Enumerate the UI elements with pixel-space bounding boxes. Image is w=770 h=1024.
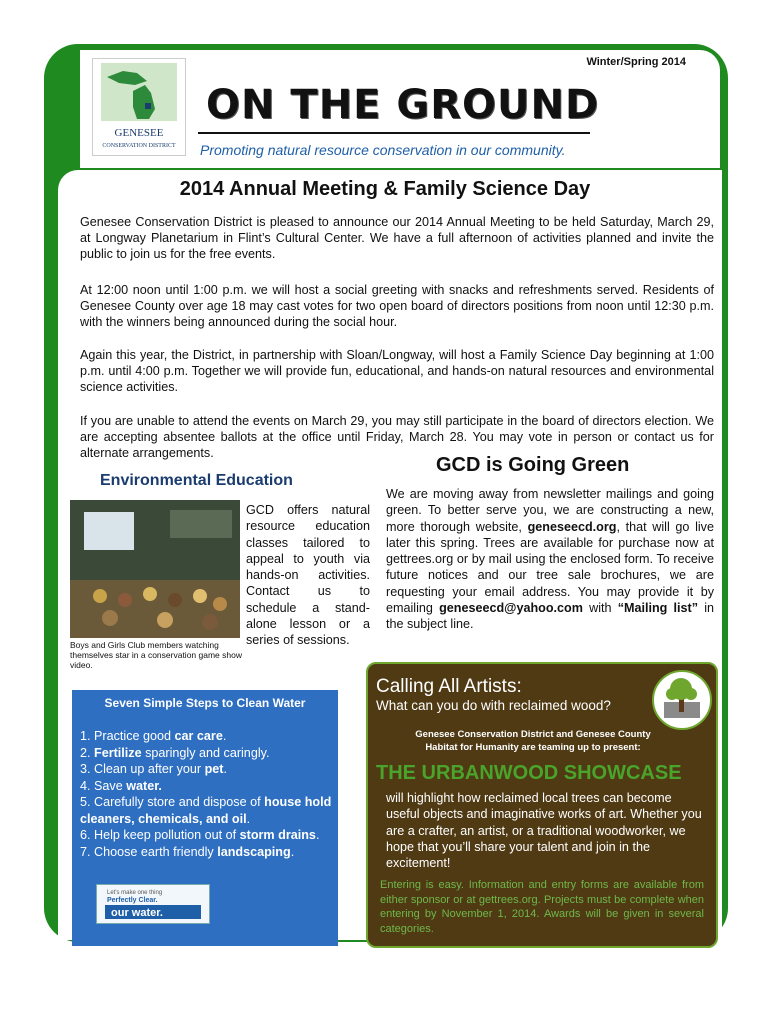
- paragraph-4: If you are unable to attend the events on March 29, you may still participate in the board of directors election. We are accepting absentee ballots at the office until Friday, March 28. You may vote in person or contact us for alternate arrangements.: [80, 414, 714, 460]
- genesee-logo: [92, 58, 186, 156]
- article-title: 2014 Annual Meeting & Family Science Day: [179, 178, 591, 200]
- clean-water-box: [72, 690, 338, 946]
- going-green-text: We are moving away from newsletter mailings and going green. To better serve you, we are constructing a new, more thorough website, geneseecd.org, that will go live later this spring. Trees are available for purchase now at gettrees.org or by mail using the enclosed form. To receive future notices and our tree sale brochures, we are requesting your email address. You may provide it by emailing geneseecd@yahoo.com with “Mailing list” in the subject line.: [386, 487, 714, 632]
- masthead-title: ON THE GROUND: [206, 82, 600, 128]
- step-item: 5. Carefully store and dispose of house hold cleaners, chemicals, and oil.: [80, 795, 332, 826]
- paragraph-1: Genesee Conservation District is pleased to announce our 2014 Annual Meeting to be held Saturday, March 29, at Longway Planetarium in Flint’s Cultural Center. We have a full afternoon of activities planned and invite the public to join us for the free events.: [80, 215, 714, 261]
- env-education-text: GCD offers natural resource education classes tailored to appeal to youth via hands-on activities. Contact us to schedule a stand-alone lesson or a series of sessions.: [246, 503, 370, 648]
- logo-text-genesee: GENESEE: [114, 127, 164, 139]
- step-item: 2. Fertilize sparingly and caringly.: [80, 745, 270, 760]
- badge-line-1: Let's make one thing: [107, 890, 163, 896]
- badge-line-3: our water.: [111, 907, 163, 919]
- badge-line-2: Perfectly Clear.: [107, 897, 158, 904]
- urbanwood-tree-icon: [652, 670, 712, 730]
- step-item: 4. Save water.: [80, 778, 162, 793]
- artists-heading: Calling All Artists:: [376, 676, 522, 697]
- clean-water-steps: [80, 728, 332, 860]
- artists-body: will highlight how reclaimed local trees can become useful objects and imaginative works of art. Whether you are a crafter, an artist, or a traditional woodworker, we hope that you’ll share your talent and join in the excitement!: [386, 791, 702, 871]
- paragraph-2: At 12:00 noon until 1:00 p.m. we will host a social greeting with snacks and refreshments served. Residents of Genesee County over age 18 may cast votes for two open board of directors positions from noon until 12:30 p.m. with the winners being announced during the social hour.: [80, 283, 714, 329]
- env-education-heading: Environmental Education: [100, 472, 293, 489]
- step-item: 1. Practice good car care.: [80, 729, 227, 743]
- artists-partners: Genesee Conservation District and Genesee County Habitat for Humanity are teaming up to present:: [415, 729, 651, 753]
- classroom-photo: [70, 500, 240, 638]
- artists-entry-info: Entering is easy. Information and entry forms are available from either sponsor or at gettrees.org. Projects must be complete when entering by November 1, 2014. Awards will be given in several categories.: [380, 879, 704, 935]
- step-item: 6. Help keep pollution out of storm drains.: [80, 828, 320, 842]
- clean-water-title: Seven Simple Steps to Clean Water: [104, 696, 306, 710]
- photo-caption: Boys and Girls Club members watching themselves star in a conservation game show video.: [70, 640, 242, 670]
- email-link[interactable]: geneseecd@yahoo.com: [439, 601, 583, 616]
- our-water-badge: [96, 884, 210, 924]
- step-item: 7. Choose earth friendly landscaping.: [80, 844, 295, 859]
- going-green-heading: GCD is Going Green: [436, 454, 630, 476]
- issue-date: Winter/Spring 2014: [586, 56, 686, 68]
- step-item: 3. Clean up after your pet.: [80, 762, 227, 776]
- artists-subheading: What can you do with reclaimed wood?: [376, 698, 611, 713]
- masthead-rule: [198, 132, 590, 134]
- michigan-map-icon: [93, 59, 185, 155]
- urbanwood-showcase-title: THE URBANWOOD SHOWCASE: [376, 762, 682, 784]
- calling-artists-box: [366, 662, 718, 948]
- paragraph-3: Again this year, the District, in partnership with Sloan/Longway, will host a Family Science Day beginning at 1:00 p.m. until 4:00 p.m. Together we will provide fun, educational, and hands-on natural resources and environmental science activities.: [80, 348, 714, 394]
- logo-text-district: CONSERVATION DISTRICT: [102, 143, 176, 149]
- tagline: Promoting natural resource conservation in our community.: [200, 142, 566, 158]
- website-link[interactable]: geneseecd.org: [527, 519, 617, 534]
